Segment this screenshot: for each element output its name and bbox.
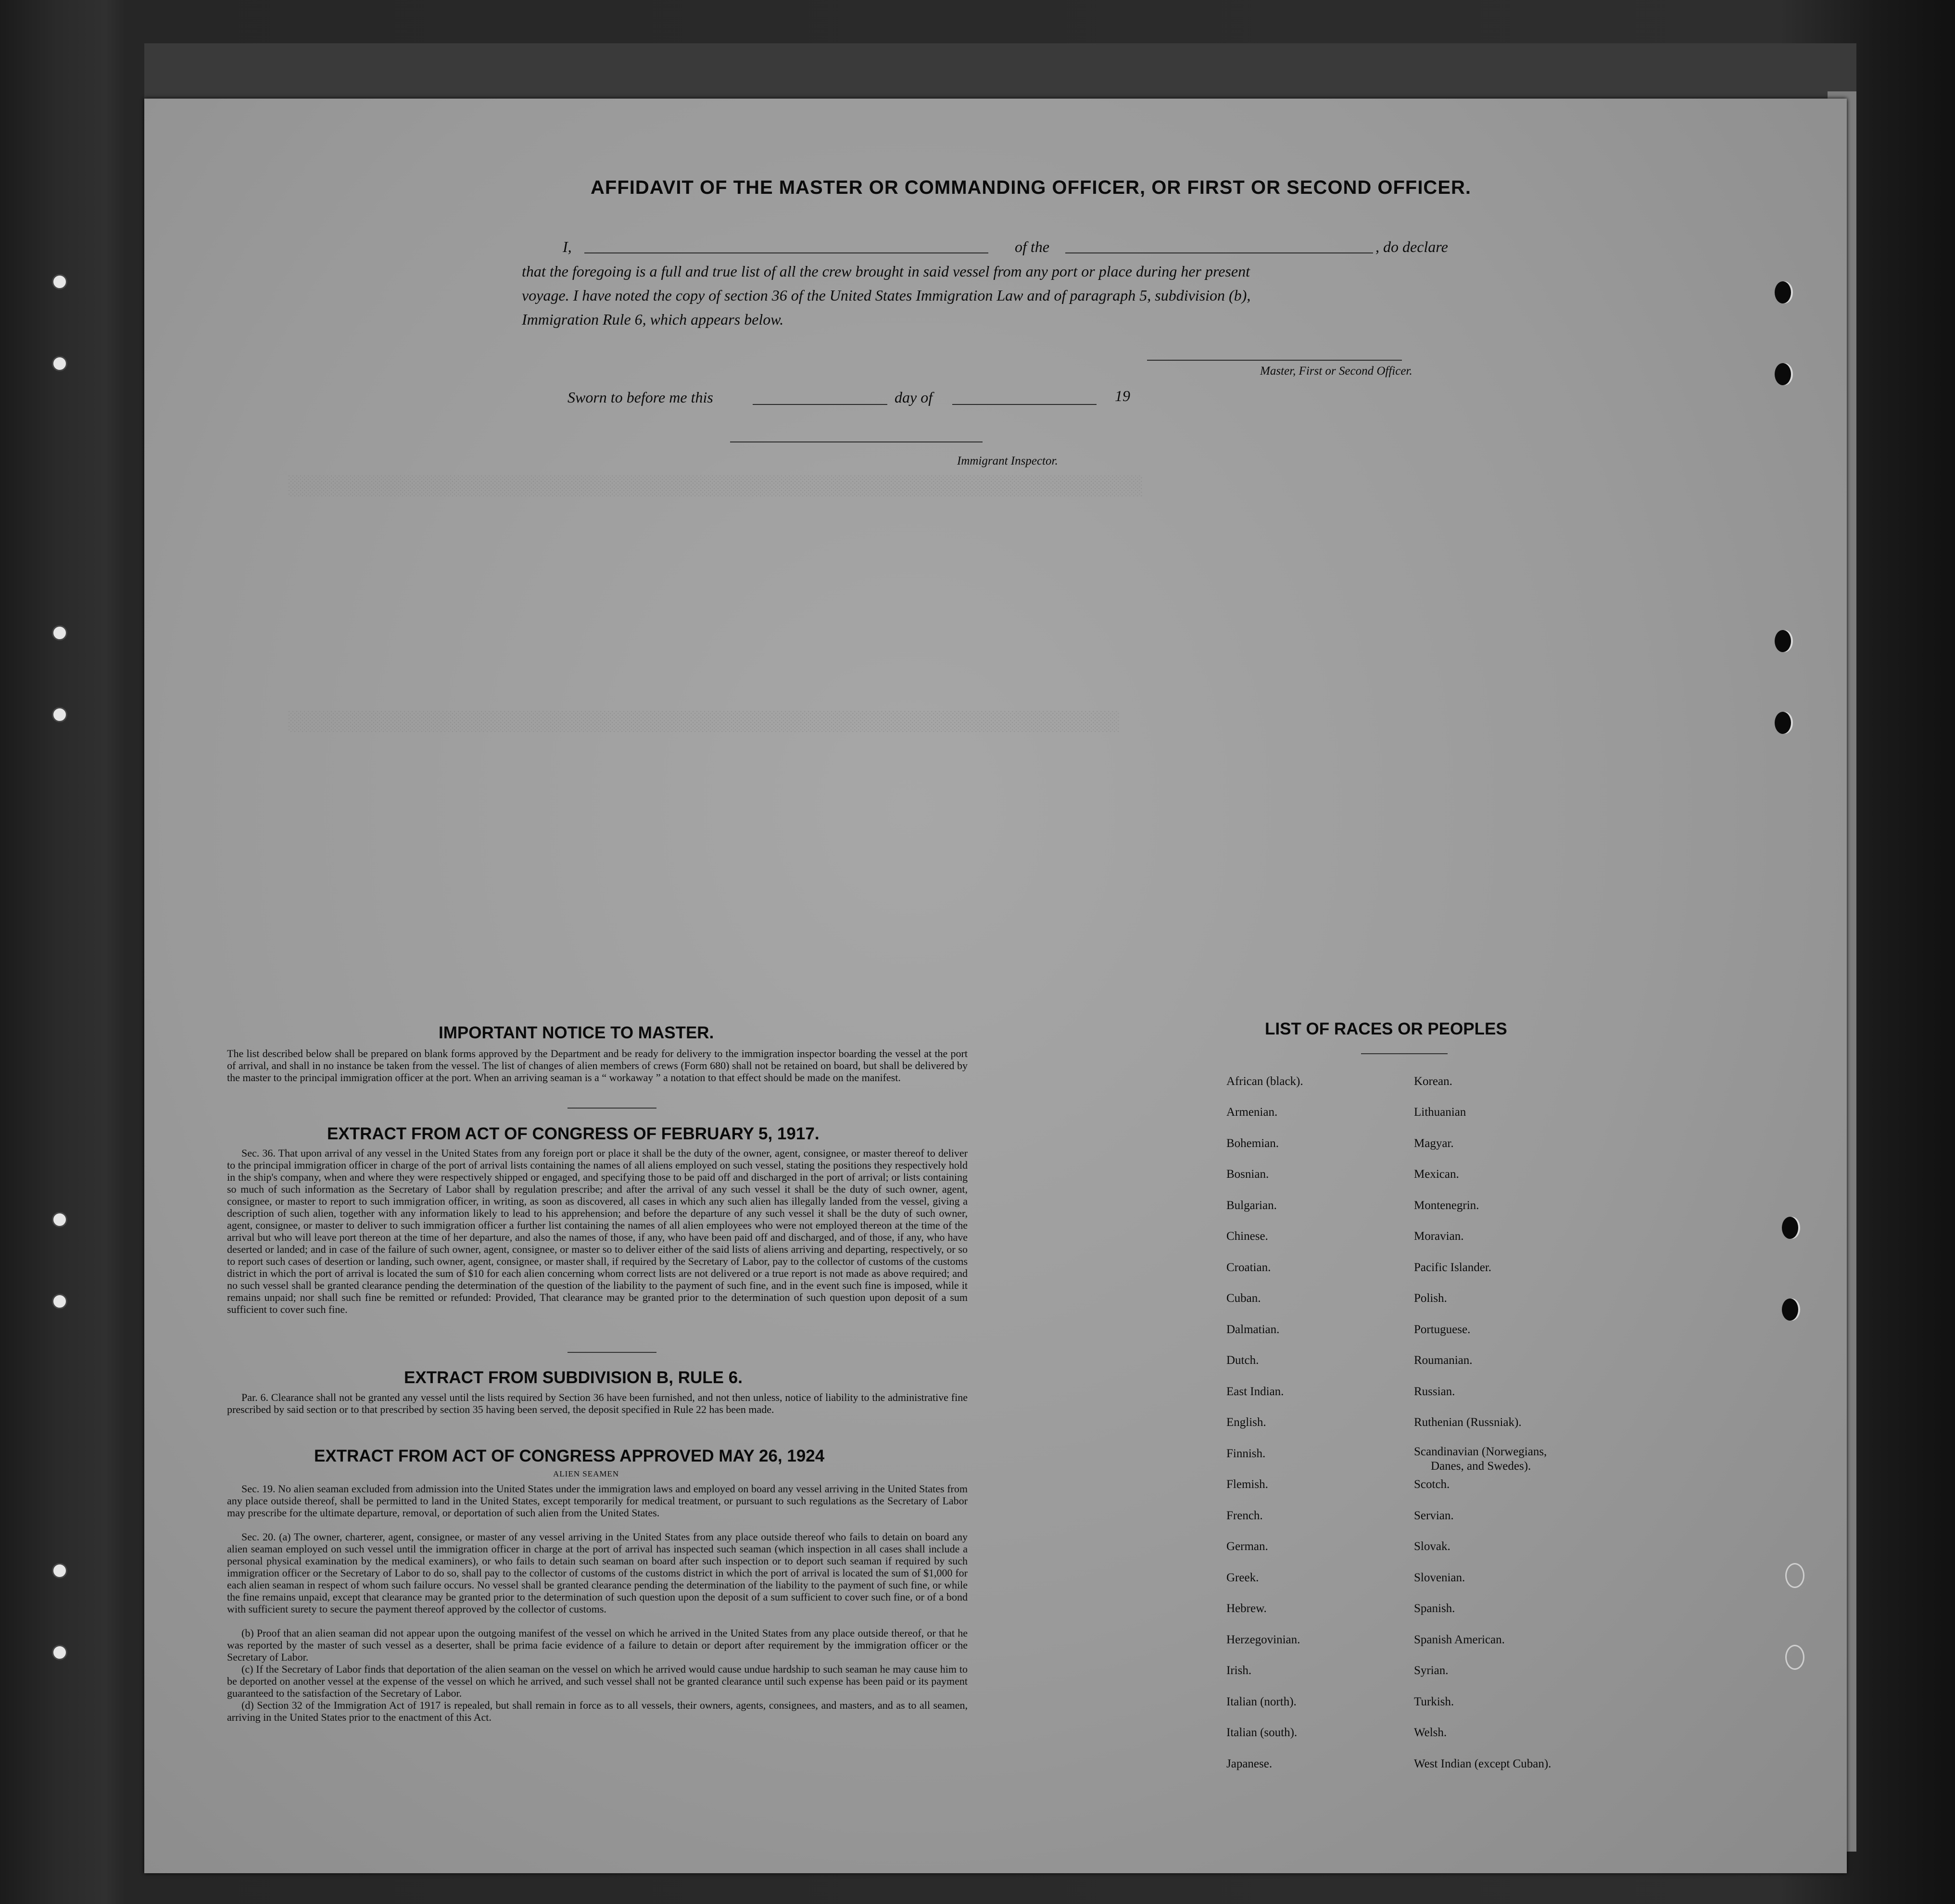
race-item: Spanish American. <box>1414 1633 1505 1646</box>
race-item: Danes, and Swedes). <box>1431 1460 1531 1473</box>
race-item: African (black). <box>1226 1075 1303 1088</box>
extract-1924-title: EXTRACT FROM ACT OF CONGRESS APPROVED MAY 26, 1924 <box>314 1447 825 1465</box>
binder-tack <box>52 707 67 722</box>
master-label: Master, First or Second Officer. <box>1260 365 1413 378</box>
affidavit-i: I, <box>563 238 572 255</box>
race-item: Greek. <box>1226 1571 1259 1584</box>
race-item: Ruthenian (Russniak). <box>1414 1416 1522 1429</box>
race-item: Spanish. <box>1414 1602 1455 1615</box>
race-item: Scotch. <box>1414 1478 1450 1491</box>
extract-1924-p4: (c) If the Secretary of Labor finds that deportation of the alien seaman on the vessel on which he arrived would cause undue hardship to such seaman he may cause him to be deported on another vessel at the expense of the vessel on which he arrived, and such vessel shall not be granted clearance until such expense has been paid or its payment guaranteed to the satisfaction of the Secretary of Labor. <box>227 1663 968 1699</box>
race-item: Herzegovinian. <box>1226 1633 1300 1646</box>
race-item: Mexican. <box>1414 1168 1459 1181</box>
race-item: Korean. <box>1414 1075 1452 1088</box>
race-item: Italian (south). <box>1226 1726 1298 1739</box>
race-item: German. <box>1226 1540 1268 1553</box>
subdivision-body: Par. 6. Clearance shall not be granted any vessel until the lists required by Section 36 have been furnished, and not then unless, notice of liability to the administrative fine prescribed by said section or to that prescribed by section 35 having been served, the deposit specified in Rule 22 has been made. <box>227 1391 968 1415</box>
race-item: Scandinavian (Norwegians, <box>1414 1445 1547 1458</box>
binder-tack <box>52 1645 67 1660</box>
binder-hole <box>1782 1217 1798 1239</box>
extract-1917-title: EXTRACT FROM ACT OF CONGRESS OF FEBRUARY 5, 1917. <box>327 1124 820 1143</box>
race-item: Syrian. <box>1414 1664 1449 1677</box>
binder-tack <box>52 1563 67 1578</box>
extract-1924-p1: Sec. 19. No alien seaman excluded from admission into the United States under the immigration laws and employed on board any vessel arriving in the United States from any place outside thereof, shall be permitted to land in the United States, except temporarily for medical treatment, or pursuant to such regulations as the Secretary of Labor may prescribe for the ultimate departure, removal, or deportation of such alien from the United States. <box>227 1483 968 1519</box>
officer-name-line[interactable] <box>584 252 988 253</box>
race-item: Slovenian. <box>1414 1571 1465 1584</box>
day-of-label: day of <box>895 389 933 406</box>
race-item: Roumanian. <box>1414 1354 1473 1367</box>
notice-title: IMPORTANT NOTICE TO MASTER. <box>439 1023 714 1042</box>
affidavit-title: AFFIDAVIT OF THE MASTER OR COMMANDING OFFICER, OR FIRST OR SECOND OFFICER. <box>591 177 1471 198</box>
race-item: Croatian. <box>1226 1261 1271 1274</box>
extract-1924-p5: (d) Section 32 of the Immigration Act of 1917 is repealed, but shall remain in force as to all vessels, their owners, agents, consignees, and masters, and as to all seamen, arriving in the United States prior to the enactment of this Act. <box>227 1699 968 1723</box>
race-item: Moravian. <box>1414 1230 1464 1243</box>
divider <box>1361 1053 1448 1054</box>
vessel-name-line[interactable] <box>1065 252 1373 253</box>
race-item: Lithuanian <box>1414 1106 1466 1119</box>
race-item: Dutch. <box>1226 1354 1259 1367</box>
extract-1924-p3: (b) Proof that an alien seaman did not appear upon the outgoing manifest of the vessel on which he arrived in the United States from any place outside thereof, or that he was reported by the master of such vessel as a deserter, shall be prima facie evidence of a failure to detain or deport after requirement by the immigration officer or the Secretary of Labor. <box>227 1627 968 1663</box>
race-item: Flemish. <box>1226 1478 1268 1491</box>
alien-seamen-subtitle: ALIEN SEAMEN <box>553 1469 619 1478</box>
bleed-through: ░░░░░░░░░░░░░░░░░░░░░░░░░░░░░░░░░░░░░░░░░░░░░░░░░░░░░░░░░░░░░░░░░░░░░░░░░░ <box>289 476 1143 498</box>
binder-tack <box>52 274 67 290</box>
race-item: French. <box>1226 1509 1263 1522</box>
race-item: Montenegrin. <box>1414 1199 1479 1212</box>
binder-hole <box>1775 630 1791 652</box>
race-item: Irish. <box>1226 1664 1252 1677</box>
notice-body: The list described below shall be prepared on blank forms approved by the Department and be ready for delivery to the immigration inspector boarding the vessel at the port of arrival, and shall in no instance be taken from the vessel. The list of changes of alien members of crews (Form 680) shall not be retained on board, but shall be delivered by the master to the principal immigration officer at the port. When an arriving seaman is a “ workaway ” a notation to that effect should be made on the manifest. <box>227 1047 968 1084</box>
race-item: Magyar. <box>1414 1137 1454 1150</box>
binder-hole <box>1775 281 1791 303</box>
sworn-label: Sworn to before me this <box>568 389 713 406</box>
race-item: East Indian. <box>1226 1385 1284 1398</box>
affidavit-of-the: of the <box>1015 238 1049 255</box>
race-item: Bosnian. <box>1226 1168 1269 1181</box>
binder-hole <box>1782 1299 1798 1321</box>
binder-hole <box>1785 1645 1804 1670</box>
master-signature-line[interactable] <box>1147 360 1402 361</box>
race-item: Italian (north). <box>1226 1695 1297 1708</box>
affidavit-do-declare: , do declare <box>1375 238 1448 255</box>
race-item: Hebrew. <box>1226 1602 1267 1615</box>
race-item: Dalmatian. <box>1226 1323 1280 1336</box>
divider <box>568 1108 656 1109</box>
race-item: West Indian (except Cuban). <box>1414 1757 1551 1770</box>
binder-tack <box>52 356 67 371</box>
bleed-through: ░░░░░░░░░░░░░░░░░░░░░░░░░░░░░░░░░░░░░░░░░░░░░░░░░░░░░░░░░░░░░░░░░░░░░░░░ <box>289 712 1120 733</box>
race-item: Turkish. <box>1414 1695 1454 1708</box>
extract-1917-body: Sec. 36. That upon arrival of any vessel in the United States from any foreign port or place it shall be the duty of the owner, agent, consignee, or master thereof to deliver to the principal immigration officer in charge of the port of arrival lists containing the names of all aliens employed on such vessel, stating the positions they respectively hold in the ship's company, when and where they were respectively shipped or engaged, and specifying those to be paid off and discharged in the port of arrival; or lists containing so much of such information as the Secretary of Labor shall by regulation prescribe; and after the arrival of any such vessel it shall be the duty of such owner, agent, consignee, or master to report to such immigration officer, in writing, as soon as discovered, all cases in which any such alien has illegally landed from the vessel, giving a description of such alien, together with any information likely to lead to his apprehension; and before the departure of any such vessel it shall be the duty of such owner, agent, consignee, or master to deliver to such immigration officer a further list containing the names of all alien employees who were not employed thereon at the time of the arrival but who will leave port thereon at the time of her departure, and also the names of those, if any, who have been paid off and discharged, and of those, if any, who have deserted or landed; and in case of the failure of such owner, agent, consignee, or master so to deliver either of the said lists of aliens arriving and departing, respectively, or so to report such cases of desertion or landing, such owner, agent, consignee, or master shall, if required by the Secretary of Labor, pay to the collector of customs of the customs district in which the port of arrival is located the sum of $10 for each alien concerning whom correct lists are not delivered or a true report is not made as above required; and no such vessel shall be granted clearance pending the determination of the question of the liability to the payment of such fine, and in the event such fine is imposed, while it remains unpaid; nor shall such fine be remitted or refunded: Provided, That clearance may be granted prior to the determination of such question upon deposit of a sum sufficient to cover such fine. <box>227 1147 968 1315</box>
race-item: Chinese. <box>1226 1230 1268 1243</box>
sworn-month-line[interactable] <box>952 404 1097 405</box>
affidavit-line1: that the foregoing is a full and true list of all the crew brought in said vessel from any port or place during her present <box>522 263 1250 280</box>
race-item: Portuguese. <box>1414 1323 1471 1336</box>
race-item: Servian. <box>1414 1509 1454 1522</box>
race-item: Finnish. <box>1226 1447 1266 1460</box>
race-item: Bulgarian. <box>1226 1199 1277 1212</box>
sworn-day-line[interactable] <box>753 404 887 405</box>
binder-tack <box>52 625 67 641</box>
extract-1924-p2: Sec. 20. (a) The owner, charterer, agent, consignee, or master of any vessel arriving in the United States from any place outside thereof who fails to detain on board any alien seaman employed on such vessel until the immigration officer in charge at the port of arrival has inspected such seaman (which inspection in all cases shall include a personal physical examination by the medical examiners), or who fails to detain such seaman on board after such inspection or to deport such seaman if required by such immigration officer or the Secretary of Labor to do so, shall pay to the collector of customs of the customs district in which the port of arrival is located the sum of $1,000 for each alien seaman in respect of whom such failure occurs. No vessel shall be granted clearance pending the determination of the liability to the payment of such fine, or while the fine remains unpaid, except that clearance may be granted prior to the determination of such question upon the deposit of a sum sufficient to cover such fine, or of a bond with sufficient surety to secure the payment thereof approved by the collector of customs. <box>227 1531 968 1615</box>
inspector-signature-line[interactable] <box>730 441 983 442</box>
subdivision-title: EXTRACT FROM SUBDIVISION B, RULE 6. <box>404 1368 743 1387</box>
race-item: Welsh. <box>1414 1726 1447 1739</box>
binder-tack <box>52 1212 67 1227</box>
binder-hole <box>1785 1563 1804 1588</box>
races-title: LIST OF RACES OR PEOPLES <box>1265 1020 1507 1038</box>
binder-hole <box>1775 363 1791 385</box>
race-item: Polish. <box>1414 1292 1447 1305</box>
affidavit-line3: Immigration Rule 6, which appears below. <box>522 311 784 328</box>
race-item: Bohemian. <box>1226 1137 1279 1150</box>
binder-hole <box>1775 712 1791 734</box>
race-item: Slovak. <box>1414 1540 1450 1553</box>
race-item: Russian. <box>1414 1385 1455 1398</box>
race-item: English. <box>1226 1416 1266 1429</box>
race-item: Pacific Islander. <box>1414 1261 1492 1274</box>
race-item: Cuban. <box>1226 1292 1261 1305</box>
binder-tack <box>52 1294 67 1309</box>
inspector-label: Immigrant Inspector. <box>957 454 1058 467</box>
race-item: Armenian. <box>1226 1106 1278 1119</box>
year-label: 19 <box>1115 387 1130 404</box>
affidavit-line2: voyage. I have noted the copy of section 36 of the United States Immigration Law and of paragraph 5, subdivision (b), <box>522 287 1251 304</box>
divider <box>568 1352 656 1353</box>
race-item: Japanese. <box>1226 1757 1273 1770</box>
